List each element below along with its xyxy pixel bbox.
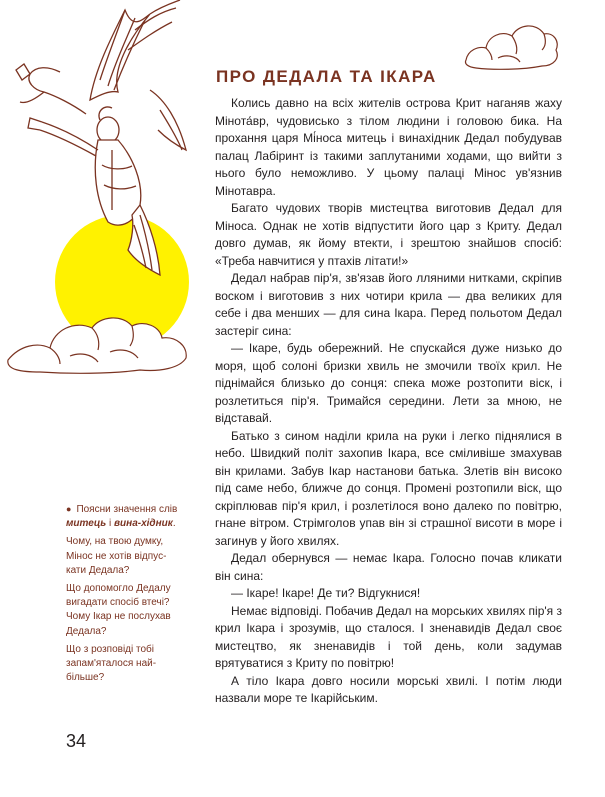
story-paragraph: — Ікаре, будь обережний. Не спускайся дуже низько до моря, щоб солоні бризки хвиль не змочили твоїх крил. Не піднімайся близько до сонця: спека може розтопити віск, і розлетиться пір'я. Тримайся середини. Лети за мною, не відставай. — [215, 341, 562, 425]
term-vynakhidnyk: вина-хідник — [114, 518, 173, 530]
story-paragraph: Немає відповіді. Побачив Дедал на морських хвилях пір'я з крил Ікара і зрозумів, що сталося. І зненавидів Дедал своє мистецтво, як зненавидів і той день, коли задумав врятуватися з Криту по повітрю! — [215, 603, 562, 670]
story-paragraph: Батько з сином наділи крила на руки і легко піднялися в небо. Швидкий політ захопив Ікара, все сміливіше змахував він крилами. Забув Ікар настанови батька. Злетів він високо під саме небо, ближче до сонця. Промені розтопили віск, що скріплював пір'я крил, і розлетілося воно далеко по повітрю, гнане вітром. Стрімголов упав він зі страшної висоти в море і загинув у його хвилях. — [215, 428, 562, 548]
question-sidebar — [66, 502, 183, 689]
question-2: Чому, на твою думку, Мінос не хотів відпус-кати Дедала? — [66, 536, 167, 576]
story-paragraph: А тіло Ікара довго носили морські хвилі. І потім люди назвали море те Ікарійським. — [215, 673, 562, 705]
question-4: Що з розповіді тобі запам'яталося най-більше? — [66, 643, 157, 684]
question-1: ● Поясни значення слів митець і вина-хідник. — [66, 504, 178, 530]
story-paragraph: Колись давно на всіх жителів острова Крит наганяв жаху Мінота́вр, чудовисько з тілом людини і головою бика. На прохання царя Мі́носа митець і винахідник Дедал побудував палац Лабіринт із такими заплутаними ходами, що вийти з нього було неможливо. У цьому палаці Мінос ув'язнив Мінотавра. — [215, 96, 562, 198]
term-mytets: митець — [66, 518, 107, 530]
bullet-icon: ● — [66, 504, 72, 514]
icarus-illustration — [0, 0, 205, 400]
story-paragraph: — Ікаре! Ікаре! Де ти? Відгукнися! — [231, 586, 421, 600]
story-paragraph: Багато чудових творів мистецтва виготовив Дедал для Міноса. Однак не хотів відпустити його цар з Криту. Дедал довго думав, як йому втекти, і зрештою знайшов спосіб: «Треба навчитися у птахів літати!» — [215, 201, 562, 268]
story-text — [215, 95, 562, 708]
story-title: ПРО ДЕДАЛА ТА ІКАРА — [216, 67, 437, 86]
page-number: 34 — [66, 731, 87, 751]
story-paragraph: Дедал обернувся — немає Ікара. Голосно почав кликати він сина: — [215, 551, 562, 583]
story-paragraph: Дедал набрав пір'я, зв'язав його лляними нитками, скріпив воском і виготовив з них чотири крила — два великих для себе і два менших — для сина Ікара. Перед польотом Дедал застеріг сина: — [215, 271, 562, 338]
question-3: Що допомогло Дедалу вигадати спосіб втечі? Чому Ікар не послухав Дедала? — [66, 583, 171, 637]
cloud-right-icon — [462, 16, 562, 72]
